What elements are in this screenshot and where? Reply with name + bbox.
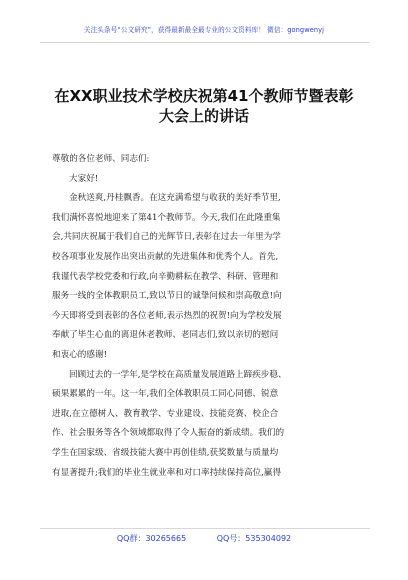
header-divider bbox=[40, 42, 370, 43]
header-banner: 关注头条号“公文研究”，获得最新最全最专业的公文资料库！ 微信：gongwenyj bbox=[83, 26, 325, 34]
qq-number: QQ号：535304092 bbox=[216, 534, 292, 543]
greeting: 大家好! bbox=[69, 173, 99, 184]
paragraph-1 bbox=[52, 189, 360, 365]
title-line-1: 在XX职业技术学校庆祝第41个教师节暨表彰 bbox=[54, 87, 354, 105]
footer-contact bbox=[0, 533, 408, 544]
title-line-2: 大会上的讲话 bbox=[158, 107, 249, 125]
paragraph-2-line: 学生在国家级、省级技能大赛中再创佳绩,获奖数量与质量均 bbox=[52, 447, 279, 458]
paragraph-1-line: 和衷心的感谢! bbox=[52, 349, 108, 360]
paragraph-1-line: 我谨代表学校党委和行政,向辛勤耕耘在教学、科研、管理和 bbox=[52, 271, 279, 282]
paragraph-1-line: 奉献了毕生心血的离退休老教师、老同志们,致以亲切的慰问 bbox=[52, 330, 279, 341]
paragraph-1-line: 我们满怀喜悦地迎来了第41个教师节。今天,我们在此隆重集 bbox=[52, 212, 281, 223]
document-title bbox=[30, 86, 378, 126]
paragraph-2-line: 回顾过去的一学年,是学校在高质量发展道路上蹄疾步稳、 bbox=[69, 369, 287, 380]
footer-divider bbox=[40, 528, 370, 529]
paragraph-2-line: 进取,在立德树人、教育教学、专业建设、技能竞赛、校企合 bbox=[52, 408, 279, 419]
document-body bbox=[52, 150, 360, 483]
paragraph-1-line: 今天即将受到表彰的各位老师,表示热烈的祝贺!向为学校发展 bbox=[52, 310, 282, 321]
paragraph-2-line: 有显著提升;我们的毕业生就业率和对口率持续保持高位,赢得 bbox=[52, 467, 282, 478]
paragraph-1-line: 服务一线的全体教职员工,致以节日的诚挚问候和崇高敬意!向 bbox=[52, 291, 282, 302]
qq-group-number: QQ群：30265665 bbox=[116, 534, 187, 543]
paragraph-2 bbox=[52, 366, 360, 484]
paragraph-2-line: 硕果累累的一年。这一年,我们全体教职员工同心同德、锐意 bbox=[52, 389, 279, 400]
salutation: 尊敬的各位老师、同志们: bbox=[52, 154, 150, 164]
paragraph-2-line: 作、社会服务等各个领域都取得了令人振奋的新成绩。我们的 bbox=[52, 428, 285, 439]
paragraph-1-line: 会,共同庆祝属于我们自己的光辉节日,表彰在过去一年里为学 bbox=[52, 232, 281, 243]
paragraph-1-line: 金秋送爽,丹桂飘香。在这充满希望与收获的美好季节里, bbox=[69, 193, 281, 204]
paragraph-1-line: 校各项事业发展作出突出贡献的先进集体和优秀个人。首先, bbox=[52, 251, 279, 262]
